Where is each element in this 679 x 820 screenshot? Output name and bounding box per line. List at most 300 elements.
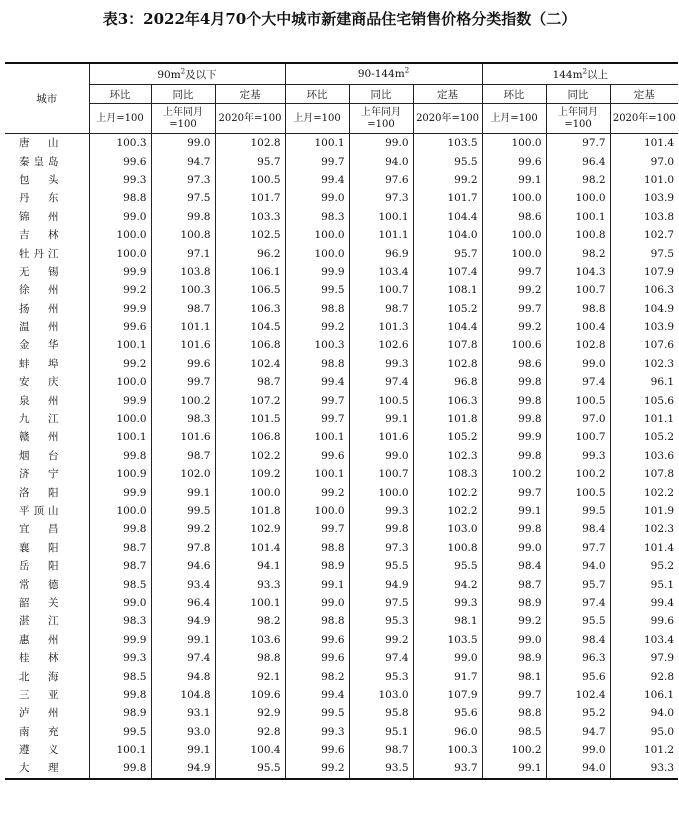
base-header-cell: 2020年=100 bbox=[215, 104, 285, 134]
value-cell: 99.9 bbox=[285, 263, 349, 281]
value-cell: 102.4 bbox=[546, 686, 610, 704]
value-cell: 91.7 bbox=[413, 667, 482, 685]
value-cell: 97.1 bbox=[151, 244, 215, 262]
city-name-cell: 大理 bbox=[19, 762, 59, 775]
value-cell: 94.0 bbox=[349, 152, 413, 170]
value-cell: 98.9 bbox=[285, 557, 349, 575]
value-cell: 99.8 bbox=[482, 520, 546, 538]
value-cell: 103.8 bbox=[151, 263, 215, 281]
value-cell: 98.1 bbox=[413, 612, 482, 630]
value-cell: 98.1 bbox=[482, 667, 546, 685]
value-cell: 101.8 bbox=[413, 410, 482, 428]
value-cell: 99.2 bbox=[285, 483, 349, 501]
table-header bbox=[5, 63, 678, 134]
city-name-cell: 九江 bbox=[19, 413, 59, 426]
value-cell: 99.0 bbox=[285, 189, 349, 207]
value-cell: 100.1 bbox=[285, 428, 349, 446]
table-row bbox=[5, 318, 678, 336]
value-cell: 98.8 bbox=[285, 300, 349, 318]
sub-header-cell: 环比 bbox=[89, 85, 151, 104]
value-cell: 106.8 bbox=[215, 428, 285, 446]
value-cell: 101.6 bbox=[349, 428, 413, 446]
value-cell: 102.4 bbox=[215, 355, 285, 373]
value-cell: 97.7 bbox=[546, 134, 610, 153]
value-cell: 107.2 bbox=[215, 391, 285, 409]
value-cell: 100.1 bbox=[89, 741, 151, 759]
value-cell: 100.8 bbox=[151, 226, 215, 244]
sub-header-cell: 环比 bbox=[285, 85, 349, 104]
value-cell: 99.1 bbox=[285, 575, 349, 593]
city-name-cell: 泸州 bbox=[19, 707, 59, 720]
value-cell: 99.7 bbox=[482, 263, 546, 281]
value-cell: 100.2 bbox=[482, 465, 546, 483]
value-cell: 97.3 bbox=[349, 539, 413, 557]
value-cell: 101.4 bbox=[610, 539, 678, 557]
value-cell: 92.8 bbox=[215, 723, 285, 741]
city-name-cell: 常德 bbox=[19, 578, 59, 591]
value-cell: 100.8 bbox=[413, 539, 482, 557]
value-cell: 105.6 bbox=[610, 391, 678, 409]
table-row bbox=[5, 741, 678, 759]
value-cell: 100.0 bbox=[89, 410, 151, 428]
table-row bbox=[5, 575, 678, 593]
value-cell: 97.5 bbox=[610, 244, 678, 262]
sub-header-cell: 定基 bbox=[610, 85, 678, 104]
value-cell: 98.8 bbox=[482, 704, 546, 722]
table-row bbox=[5, 465, 678, 483]
table-row bbox=[5, 612, 678, 630]
table-row bbox=[5, 373, 678, 391]
value-cell: 100.0 bbox=[482, 189, 546, 207]
value-cell: 103.9 bbox=[610, 318, 678, 336]
value-cell: 99.0 bbox=[285, 594, 349, 612]
value-cell: 93.0 bbox=[151, 723, 215, 741]
value-cell: 98.8 bbox=[215, 649, 285, 667]
value-cell: 98.2 bbox=[285, 667, 349, 685]
value-cell: 99.1 bbox=[151, 631, 215, 649]
value-cell: 98.7 bbox=[349, 300, 413, 318]
value-cell: 101.5 bbox=[215, 410, 285, 428]
value-cell: 99.7 bbox=[285, 520, 349, 538]
table-row bbox=[5, 704, 678, 722]
value-cell: 95.3 bbox=[349, 667, 413, 685]
city-name-cell: 南充 bbox=[19, 725, 59, 738]
value-cell: 101.4 bbox=[610, 134, 678, 153]
value-cell: 99.2 bbox=[151, 520, 215, 538]
value-cell: 103.9 bbox=[610, 189, 678, 207]
city-name-cell: 包头 bbox=[19, 173, 59, 186]
table-row bbox=[5, 152, 678, 170]
value-cell: 104.9 bbox=[610, 300, 678, 318]
table-row bbox=[5, 520, 678, 538]
value-cell: 92.1 bbox=[215, 667, 285, 685]
value-cell: 106.1 bbox=[610, 686, 678, 704]
city-name-cell: 锦州 bbox=[19, 210, 59, 223]
value-cell: 97.4 bbox=[151, 649, 215, 667]
value-cell: 99.0 bbox=[482, 631, 546, 649]
value-cell: 99.2 bbox=[349, 631, 413, 649]
city-name-cell: 徐州 bbox=[19, 284, 59, 297]
value-cell: 99.9 bbox=[89, 631, 151, 649]
value-cell: 100.0 bbox=[89, 226, 151, 244]
value-cell: 95.1 bbox=[610, 575, 678, 593]
sub-header-cell: 同比 bbox=[349, 85, 413, 104]
value-cell: 100.0 bbox=[482, 134, 546, 153]
table-row bbox=[5, 649, 678, 667]
base-header-row bbox=[5, 104, 678, 134]
value-cell: 99.0 bbox=[349, 447, 413, 465]
value-cell: 101.1 bbox=[151, 318, 215, 336]
table-row bbox=[5, 336, 678, 354]
value-cell: 95.7 bbox=[215, 152, 285, 170]
value-cell: 95.0 bbox=[610, 723, 678, 741]
value-cell: 99.3 bbox=[89, 649, 151, 667]
value-cell: 99.1 bbox=[151, 741, 215, 759]
value-cell: 99.1 bbox=[482, 171, 546, 189]
value-cell: 99.8 bbox=[89, 520, 151, 538]
value-cell: 94.2 bbox=[413, 575, 482, 593]
table-row bbox=[5, 263, 678, 281]
value-cell: 103.0 bbox=[413, 520, 482, 538]
value-cell: 98.9 bbox=[482, 594, 546, 612]
value-cell: 99.8 bbox=[89, 759, 151, 778]
value-cell: 95.7 bbox=[413, 244, 482, 262]
city-name-cell: 韶关 bbox=[19, 596, 59, 609]
value-cell: 95.5 bbox=[546, 612, 610, 630]
value-cell: 105.2 bbox=[413, 428, 482, 446]
value-cell: 102.7 bbox=[610, 226, 678, 244]
value-cell: 103.6 bbox=[610, 447, 678, 465]
value-cell: 99.3 bbox=[285, 723, 349, 741]
value-cell: 100.3 bbox=[151, 281, 215, 299]
table-row bbox=[5, 631, 678, 649]
value-cell: 100.7 bbox=[349, 465, 413, 483]
value-cell: 100.1 bbox=[215, 594, 285, 612]
value-cell: 98.7 bbox=[151, 300, 215, 318]
value-cell: 100.0 bbox=[482, 226, 546, 244]
value-cell: 99.3 bbox=[546, 447, 610, 465]
value-cell: 97.3 bbox=[349, 189, 413, 207]
value-cell: 102.3 bbox=[610, 355, 678, 373]
city-name-cell: 吉林 bbox=[19, 229, 59, 242]
value-cell: 103.5 bbox=[413, 134, 482, 153]
value-cell: 99.2 bbox=[89, 281, 151, 299]
value-cell: 101.2 bbox=[610, 741, 678, 759]
value-cell: 97.4 bbox=[546, 594, 610, 612]
value-cell: 99.0 bbox=[546, 741, 610, 759]
value-cell: 102.3 bbox=[610, 520, 678, 538]
value-cell: 99.0 bbox=[482, 539, 546, 557]
value-cell: 103.4 bbox=[610, 631, 678, 649]
value-cell: 99.2 bbox=[285, 759, 349, 778]
value-cell: 101.9 bbox=[610, 502, 678, 520]
value-cell: 101.1 bbox=[610, 410, 678, 428]
value-cell: 99.2 bbox=[285, 318, 349, 336]
value-cell: 97.4 bbox=[349, 649, 413, 667]
value-cell: 106.3 bbox=[413, 391, 482, 409]
value-cell: 106.3 bbox=[215, 300, 285, 318]
value-cell: 100.0 bbox=[89, 244, 151, 262]
value-cell: 94.7 bbox=[151, 152, 215, 170]
value-cell: 104.4 bbox=[413, 318, 482, 336]
value-cell: 101.6 bbox=[151, 428, 215, 446]
value-cell: 94.9 bbox=[151, 759, 215, 778]
value-cell: 95.6 bbox=[413, 704, 482, 722]
value-cell: 100.7 bbox=[349, 281, 413, 299]
value-cell: 94.0 bbox=[546, 557, 610, 575]
value-cell: 99.6 bbox=[285, 741, 349, 759]
value-cell: 94.9 bbox=[349, 575, 413, 593]
value-cell: 95.1 bbox=[349, 723, 413, 741]
table-row bbox=[5, 686, 678, 704]
value-cell: 99.2 bbox=[413, 171, 482, 189]
group-header-medium: $90-144m^2$ bbox=[285, 63, 482, 85]
price-index-table bbox=[5, 62, 678, 780]
value-cell: 94.9 bbox=[151, 612, 215, 630]
value-cell: 94.1 bbox=[215, 557, 285, 575]
value-cell: 98.5 bbox=[89, 667, 151, 685]
city-name-cell: 温州 bbox=[19, 321, 59, 334]
value-cell: 99.9 bbox=[89, 300, 151, 318]
value-cell: 98.3 bbox=[151, 410, 215, 428]
value-cell: 100.0 bbox=[285, 244, 349, 262]
base-header-cell: 2020年=100 bbox=[413, 104, 482, 134]
value-cell: 99.3 bbox=[349, 502, 413, 520]
value-cell: 95.3 bbox=[349, 612, 413, 630]
value-cell: 99.7 bbox=[285, 391, 349, 409]
value-cell: 107.8 bbox=[610, 465, 678, 483]
value-cell: 101.3 bbox=[349, 318, 413, 336]
value-cell: 97.5 bbox=[151, 189, 215, 207]
value-cell: 97.0 bbox=[546, 410, 610, 428]
value-cell: 98.5 bbox=[482, 723, 546, 741]
value-cell: 96.1 bbox=[610, 373, 678, 391]
city-name-cell: 丹东 bbox=[19, 192, 59, 205]
sub-header-cell: 同比 bbox=[546, 85, 610, 104]
value-cell: 99.8 bbox=[89, 447, 151, 465]
value-cell: 100.1 bbox=[349, 208, 413, 226]
value-cell: 100.0 bbox=[215, 483, 285, 501]
value-cell: 99.4 bbox=[285, 171, 349, 189]
table-row bbox=[5, 557, 678, 575]
value-cell: 109.2 bbox=[215, 465, 285, 483]
value-cell: 98.8 bbox=[285, 539, 349, 557]
base-header-cell: 上月=100 bbox=[89, 104, 151, 134]
value-cell: 99.0 bbox=[349, 134, 413, 153]
value-cell: 104.8 bbox=[151, 686, 215, 704]
city-name-cell: 扬州 bbox=[19, 302, 59, 315]
city-name-cell: 襄阳 bbox=[19, 541, 59, 554]
group-header-small: $90m^2$及以下 bbox=[89, 63, 285, 85]
value-cell: 97.5 bbox=[349, 594, 413, 612]
value-cell: 102.2 bbox=[413, 483, 482, 501]
value-cell: 97.9 bbox=[610, 649, 678, 667]
value-cell: 97.0 bbox=[610, 152, 678, 170]
value-cell: 93.7 bbox=[413, 759, 482, 778]
value-cell: 99.7 bbox=[482, 483, 546, 501]
value-cell: 104.3 bbox=[546, 263, 610, 281]
city-name-cell: 岳阳 bbox=[19, 560, 59, 573]
value-cell: 93.3 bbox=[610, 759, 678, 778]
value-cell: 98.5 bbox=[89, 575, 151, 593]
city-name-cell: 平顶山 bbox=[19, 505, 59, 517]
value-cell: 103.0 bbox=[349, 686, 413, 704]
table-row bbox=[5, 391, 678, 409]
value-cell: 97.6 bbox=[349, 171, 413, 189]
value-cell: 100.0 bbox=[285, 226, 349, 244]
value-cell: 99.2 bbox=[482, 318, 546, 336]
value-cell: 103.5 bbox=[413, 631, 482, 649]
value-cell: 106.3 bbox=[610, 281, 678, 299]
value-cell: 98.3 bbox=[285, 208, 349, 226]
value-cell: 94.0 bbox=[546, 759, 610, 778]
value-cell: 100.0 bbox=[482, 244, 546, 262]
value-cell: 100.2 bbox=[546, 465, 610, 483]
value-cell: 105.2 bbox=[413, 300, 482, 318]
value-cell: 99.0 bbox=[89, 208, 151, 226]
value-cell: 101.7 bbox=[413, 189, 482, 207]
value-cell: 96.4 bbox=[151, 594, 215, 612]
value-cell: 100.0 bbox=[285, 502, 349, 520]
value-cell: 99.5 bbox=[151, 502, 215, 520]
value-cell: 98.7 bbox=[89, 539, 151, 557]
value-cell: 99.9 bbox=[89, 483, 151, 501]
value-cell: 107.8 bbox=[413, 336, 482, 354]
value-cell: 99.4 bbox=[610, 594, 678, 612]
value-cell: 103.6 bbox=[215, 631, 285, 649]
value-cell: 98.2 bbox=[546, 244, 610, 262]
value-cell: 102.6 bbox=[349, 336, 413, 354]
value-cell: 98.2 bbox=[546, 171, 610, 189]
value-cell: 97.7 bbox=[546, 539, 610, 557]
value-cell: 100.3 bbox=[413, 741, 482, 759]
value-cell: 109.6 bbox=[215, 686, 285, 704]
sub-header-cell: 定基 bbox=[413, 85, 482, 104]
value-cell: 96.2 bbox=[215, 244, 285, 262]
table-row bbox=[5, 226, 678, 244]
value-cell: 107.9 bbox=[610, 263, 678, 281]
table-row bbox=[5, 208, 678, 226]
value-cell: 99.6 bbox=[151, 355, 215, 373]
value-cell: 96.4 bbox=[546, 152, 610, 170]
value-cell: 99.6 bbox=[89, 152, 151, 170]
value-cell: 101.8 bbox=[215, 502, 285, 520]
value-cell: 92.9 bbox=[215, 704, 285, 722]
value-cell: 106.8 bbox=[215, 336, 285, 354]
value-cell: 99.6 bbox=[285, 649, 349, 667]
value-cell: 99.7 bbox=[285, 410, 349, 428]
value-cell: 99.0 bbox=[546, 355, 610, 373]
value-cell: 99.4 bbox=[285, 686, 349, 704]
value-cell: 98.8 bbox=[285, 612, 349, 630]
value-cell: 98.8 bbox=[546, 300, 610, 318]
value-cell: 102.0 bbox=[151, 465, 215, 483]
value-cell: 100.4 bbox=[546, 318, 610, 336]
city-name-cell: 无锡 bbox=[19, 265, 59, 278]
value-cell: 95.6 bbox=[546, 667, 610, 685]
value-cell: 99.5 bbox=[285, 704, 349, 722]
value-cell: 99.1 bbox=[482, 759, 546, 778]
value-cell: 100.4 bbox=[215, 741, 285, 759]
value-cell: 101.6 bbox=[151, 336, 215, 354]
value-cell: 102.9 bbox=[215, 520, 285, 538]
value-cell: 95.5 bbox=[349, 557, 413, 575]
city-name-cell: 三亚 bbox=[19, 688, 59, 701]
city-name-cell: 泉州 bbox=[19, 394, 59, 407]
value-cell: 99.5 bbox=[546, 502, 610, 520]
value-cell: 102.2 bbox=[215, 447, 285, 465]
value-cell: 93.5 bbox=[349, 759, 413, 778]
base-header-cell: 上月=100 bbox=[482, 104, 546, 134]
value-cell: 100.5 bbox=[546, 391, 610, 409]
city-name-cell: 北海 bbox=[19, 670, 59, 683]
table-row bbox=[5, 502, 678, 520]
value-cell: 99.8 bbox=[89, 686, 151, 704]
city-name-cell: 济宁 bbox=[19, 468, 59, 481]
value-cell: 106.1 bbox=[215, 263, 285, 281]
city-name-cell: 金华 bbox=[19, 339, 59, 352]
value-cell: 107.4 bbox=[413, 263, 482, 281]
value-cell: 98.7 bbox=[151, 447, 215, 465]
city-name-cell: 赣州 bbox=[19, 431, 59, 444]
page-title: 表3：2022年4月70个大中城市新建商品住宅销售价格分类指数（二） bbox=[102, 10, 577, 28]
value-cell: 98.4 bbox=[482, 557, 546, 575]
value-cell: 99.6 bbox=[89, 318, 151, 336]
value-cell: 98.4 bbox=[546, 631, 610, 649]
value-cell: 98.3 bbox=[89, 612, 151, 630]
sub-header-cell: 定基 bbox=[215, 85, 285, 104]
value-cell: 98.7 bbox=[215, 373, 285, 391]
value-cell: 96.0 bbox=[413, 723, 482, 741]
value-cell: 102.8 bbox=[413, 355, 482, 373]
value-cell: 107.6 bbox=[610, 336, 678, 354]
base-header-cell: 上年同月=100 bbox=[349, 104, 413, 134]
base-header-cell: 上年同月=100 bbox=[151, 104, 215, 134]
value-cell: 95.7 bbox=[546, 575, 610, 593]
value-cell: 104.5 bbox=[215, 318, 285, 336]
value-cell: 101.7 bbox=[215, 189, 285, 207]
value-cell: 99.4 bbox=[285, 373, 349, 391]
value-cell: 108.3 bbox=[413, 465, 482, 483]
value-cell: 96.3 bbox=[546, 649, 610, 667]
value-cell: 98.4 bbox=[546, 520, 610, 538]
base-header-cell: 上月=100 bbox=[285, 104, 349, 134]
table-row bbox=[5, 447, 678, 465]
value-cell: 97.4 bbox=[349, 373, 413, 391]
value-cell: 100.7 bbox=[546, 428, 610, 446]
value-cell: 98.2 bbox=[215, 612, 285, 630]
city-name-cell: 惠州 bbox=[19, 633, 59, 646]
table-row bbox=[5, 189, 678, 207]
value-cell: 100.5 bbox=[215, 171, 285, 189]
value-cell: 99.8 bbox=[349, 520, 413, 538]
value-cell: 94.8 bbox=[151, 667, 215, 685]
value-cell: 104.0 bbox=[413, 226, 482, 244]
value-cell: 99.7 bbox=[151, 373, 215, 391]
value-cell: 98.8 bbox=[285, 355, 349, 373]
value-cell: 100.1 bbox=[89, 428, 151, 446]
value-cell: 94.6 bbox=[151, 557, 215, 575]
value-cell: 99.2 bbox=[482, 612, 546, 630]
value-cell: 97.8 bbox=[151, 539, 215, 557]
group-header-large: $144m^2$以上 bbox=[482, 63, 678, 85]
value-cell: 100.1 bbox=[546, 208, 610, 226]
value-cell: 99.2 bbox=[89, 355, 151, 373]
value-cell: 95.8 bbox=[349, 704, 413, 722]
value-cell: 98.9 bbox=[482, 649, 546, 667]
value-cell: 99.1 bbox=[482, 502, 546, 520]
value-cell: 100.9 bbox=[89, 465, 151, 483]
